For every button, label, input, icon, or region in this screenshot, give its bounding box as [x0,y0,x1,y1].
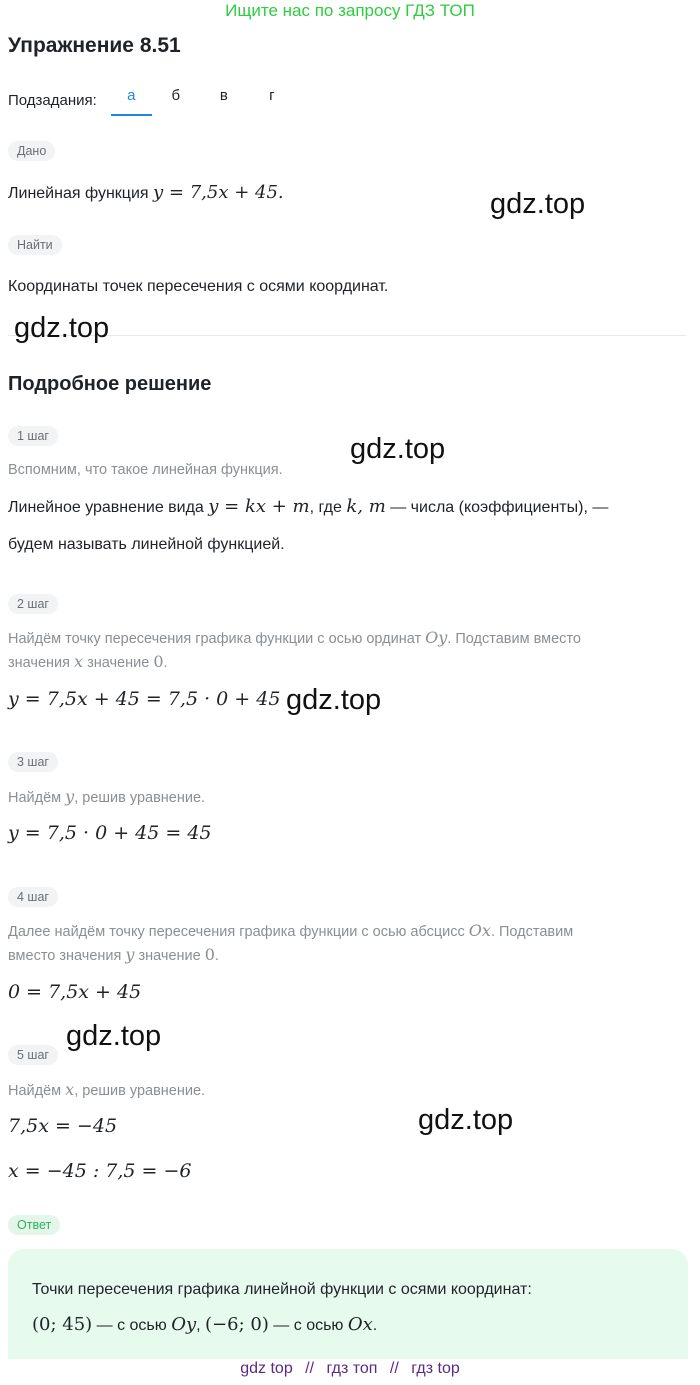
step-2-hint-c: значения [8,655,70,671]
solution-title: Подробное решение [8,373,212,395]
tab-subtask-a[interactable]: а [111,84,152,116]
step-2-hint-2 [8,650,168,675]
step-1-chip: 1 шаг [8,426,58,446]
step-3-var: y [65,787,75,806]
watermark: gdz.top [286,684,382,716]
step-1-text-a: Линейное уравнение вида [8,499,204,516]
answer-chip-wrap [8,1215,60,1235]
find-text: Координаты точек пересечения с осями координат. [8,278,389,295]
watermark: gdz.top [418,1104,514,1136]
answer-box [8,1249,688,1359]
step-3-chip: 3 шаг [8,752,58,772]
step-3-hint-a: Найдём [8,790,62,806]
step-4-hint-b: . Подставим [490,924,574,940]
step-2-chip-wrap [8,594,58,614]
given-statement [8,180,284,206]
step-1-chip-wrap [8,426,58,446]
step-5-chip: 5 шаг [8,1045,58,1065]
page-title: Упражнение 8.51 [8,34,181,57]
step-3-chip-wrap [8,752,58,772]
footer-sep-1: // [305,1360,315,1377]
step-4-hint [8,919,692,944]
answer-line-2 [32,1314,377,1335]
step-5-hint [8,1078,205,1103]
step-1-hint: Вспомним, что такое линейная функция. [8,462,283,478]
tab-subtask-g[interactable]: г [269,87,275,104]
answer-line-1: Точки пересечения графика линейной функции с осями координат: [32,1281,532,1298]
step-4-var: y [125,945,135,964]
footer-sep-2: // [389,1360,399,1377]
step-2-hint-b: . Подставим вместо [447,631,581,647]
step-3-hint [8,785,205,810]
step-1-text-d: будем называть линейной функцией. [8,536,285,553]
answer-axis-1: Oy [171,1314,197,1335]
step-5-hint-b: , решив уравнение. [74,1083,206,1099]
step-1-text-c: — числа (коэффициенты), — [390,499,609,516]
step-1-text-b: , где [309,499,342,516]
step-3-formula: y = 7,5 · 0 + 45 = 45 [8,822,212,844]
step-4-formula: 0 = 7,5x + 45 [8,981,142,1003]
step-2-hint-a: Найдём точку пересечения графика функции с осью ординат [8,631,422,647]
footer-link-2[interactable]: гдз топ [326,1360,378,1377]
given-formula: y = 7,5x + 45. [153,182,284,203]
step-5-var: x [65,1080,75,1099]
divider [8,335,686,336]
watermark: gdz.top [350,433,446,465]
step-2-var: x [74,652,84,671]
step-2-chip: 2 шаг [8,594,58,614]
footer-links [0,1360,700,1378]
tab-subtask-v[interactable]: в [219,87,228,104]
watermark: gdz.top [490,188,586,220]
step-5-hint-a: Найдём [8,1083,62,1099]
answer-axis-2: Ox [347,1314,373,1335]
step-2-hint [8,626,692,651]
step-4-hint-a: Далее найдём точку пересечения графика функции с осью абсцисс [8,924,465,940]
subtasks-label: Подзадания: [8,91,97,109]
step-1-vars: k, m [346,496,386,517]
answer-sep: , [196,1317,206,1334]
step-4-val: 0 [204,945,215,964]
promo-banner: Ищите нас по запросу ГДЗ ТОП [225,1,475,20]
step-2-axis: Oy [425,628,448,647]
step-1-text [8,494,692,520]
watermark: gdz.top [66,1020,162,1052]
footer-link-3[interactable]: гдз top [411,1360,460,1377]
answer-text-1: — с осью [92,1317,172,1334]
step-3-hint-b: , решив уравнение. [74,790,206,806]
step-2-hint-d: значение [87,655,150,671]
watermark: gdz.top [14,312,110,344]
answer-point-2: (−6; 0) [205,1314,269,1335]
given-chip-wrap [8,141,55,161]
answer-point-1: (0; 45) [32,1314,93,1335]
step-2-hint-e: . [163,655,168,671]
given-chip: Дано [8,141,55,161]
answer-text-2: — с осью [268,1317,348,1334]
find-chip-wrap [8,235,62,255]
step-5-formula-2: x = −45 : 7,5 = −6 [8,1160,192,1182]
given-text: Линейная функция [8,185,149,202]
step-4-axis: Ox [468,921,491,940]
step-4-hint-c: вместо значения [8,948,122,964]
subtask-tabs [8,84,296,116]
step-1-formula: y = kx + m [208,496,310,517]
step-4-hint-2 [8,943,219,968]
step-4-hint-d: значение [138,948,201,964]
step-2-val: 0 [153,652,164,671]
tab-subtask-b[interactable]: б [171,87,181,104]
answer-end: . [372,1317,378,1334]
find-chip: Найти [8,235,62,255]
step-2-formula: y = 7,5x + 45 = 7,5 · 0 + 45 [8,688,281,710]
step-4-hint-e: . [214,948,219,964]
step-5-formula-1: 7,5x = −45 [8,1115,118,1137]
footer-link-1[interactable]: gdz top [240,1360,293,1377]
answer-chip: Ответ [8,1215,60,1235]
step-5-chip-wrap [8,1045,58,1065]
step-4-chip: 4 шаг [8,887,58,907]
step-4-chip-wrap [8,887,58,907]
